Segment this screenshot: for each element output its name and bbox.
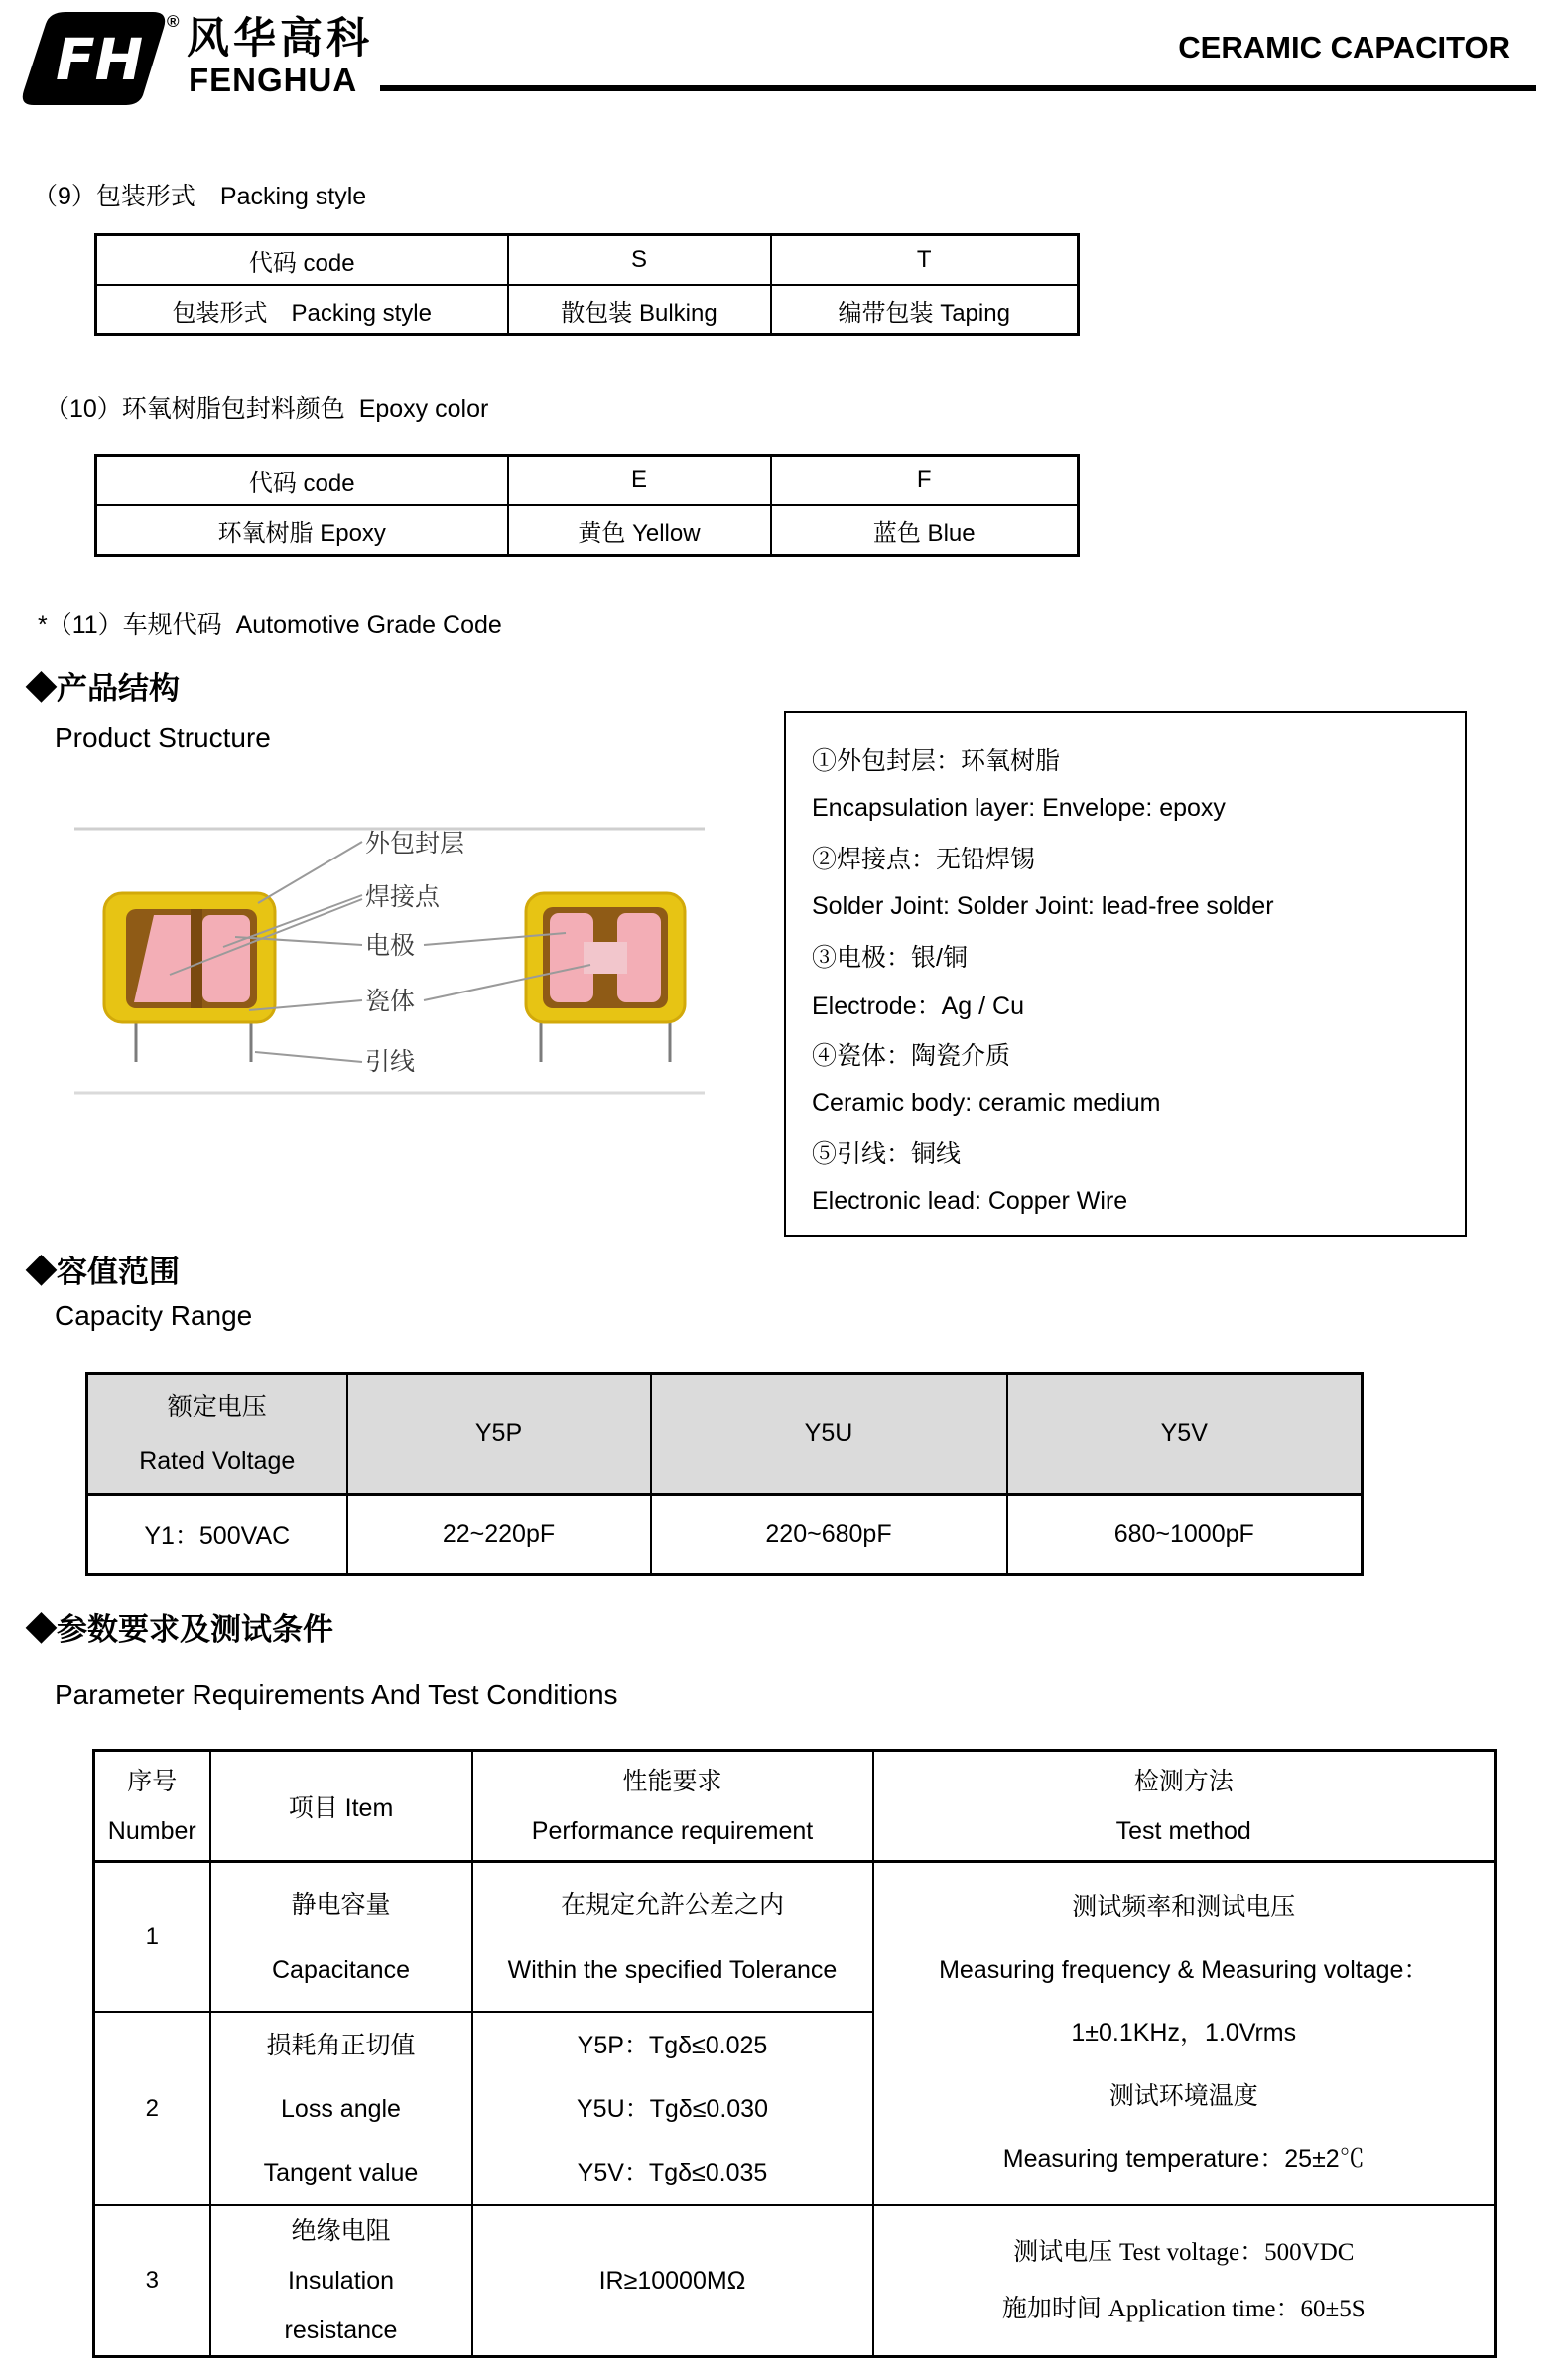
capacitance-requirement-cn: 在規定允許公差之内 [560, 1890, 784, 1918]
loss-angle-item-line: 损耗角正切值 [266, 2031, 416, 2059]
performance-header-cn: 性能要求 [622, 1767, 722, 1795]
test-voltage-line [874, 2224, 1495, 2281]
table-row-insulation-resistance [94, 2205, 1496, 2357]
method-line: Measuring frequency & Measuring voltage： [939, 1955, 1429, 1984]
svg-text:FH: FH [56, 26, 144, 93]
application-time-cn: 施加时间 [1001, 2295, 1108, 2322]
capacity-range-table [85, 1372, 1364, 1576]
epoxy-label-cell: 环氧树脂 Epoxy [96, 505, 508, 556]
method-line: 测试环境温度 [1108, 2081, 1258, 2110]
test-voltage-en: Test voltage：500VDC [1119, 2239, 1355, 2266]
row-number-cell: 2 [94, 2012, 210, 2205]
application-time-en: Application time：60±5S [1108, 2296, 1366, 2322]
capacitance-requirement-cell [472, 1862, 873, 2013]
table-row-capacitance [94, 1862, 1496, 2013]
epoxy-yellow-cell: 黄色 Yellow [508, 505, 771, 556]
capacitance-item-en: Capacitance [272, 1955, 410, 1984]
capacitance-item-cell [210, 1862, 472, 2013]
capacity-range-heading-cn: ◆容值范围 [26, 1255, 180, 1289]
info-line: ③电极：银/铜 [812, 943, 968, 972]
document-title: CERAMIC CAPACITOR [1178, 30, 1510, 65]
rated-voltage-en: Rated Voltage [139, 1446, 296, 1475]
y5v-range-cell: 680~1000pF [1007, 1495, 1363, 1575]
method-line: Measuring temperature：25±2℃ [1002, 2145, 1365, 2174]
table-row [96, 456, 1079, 506]
test-voltage-cn: 测试电压 [1013, 2238, 1120, 2266]
insulation-item-line: 绝缘电阻 [291, 2217, 391, 2245]
info-line: Encapsulation layer: Envelope: epoxy [812, 793, 1226, 822]
info-line: ①外包封层：环氧树脂 [812, 746, 1061, 775]
loss-angle-item-cell [210, 2012, 472, 2205]
row-number-cell: 3 [94, 2205, 210, 2357]
product-structure-heading-en: Product Structure [55, 723, 271, 753]
product-structure-diagram [74, 816, 705, 1106]
capacitance-item-cn: 静电容量 [291, 1890, 391, 1918]
section-11-heading: *（11）车规代码 Automotive Grade Code [38, 611, 502, 639]
performance-header-cell [472, 1751, 873, 1862]
table-row [96, 505, 1079, 556]
parameters-heading-cn: ◆参数要求及测试条件 [26, 1612, 333, 1647]
capacitance-requirement-en: Within the specified Tolerance [507, 1955, 838, 1984]
insulation-requirement-cell: IR≥10000MΩ [472, 2205, 873, 2357]
product-structure-heading-cn: ◆产品结构 [26, 671, 180, 706]
packing-bulking-cell: 散包装 Bulking [508, 285, 771, 335]
packing-style-label-cell: 包装形式 Packing style [96, 285, 508, 335]
insulation-item-cell [210, 2205, 472, 2357]
loss-angle-requirement-cell [472, 2012, 873, 2205]
y5u-range-cell: 220~680pF [651, 1495, 1007, 1575]
info-line: Electrode：Ag / Cu [812, 992, 1024, 1021]
y5p-range-cell: 22~220pF [347, 1495, 651, 1575]
insulation-method-cell [873, 2205, 1496, 2357]
epoxy-color-table [94, 454, 1080, 557]
row-number-cell: 1 [94, 1862, 210, 2013]
tgd-requirement-line: Y5U：Tgδ≤0.030 [576, 2094, 768, 2123]
insulation-item-line: Insulation [287, 2267, 395, 2295]
epoxy-code-f-cell: F [771, 456, 1079, 506]
table-row [87, 1495, 1363, 1575]
parameters-heading-en: Parameter Requirements And Test Conditions [55, 1679, 618, 1710]
y5v-header-cell: Y5V [1007, 1374, 1363, 1495]
table-row [96, 235, 1079, 286]
info-line: ④瓷体：陶瓷介质 [812, 1041, 1011, 1070]
packing-code-s-cell: S [508, 235, 771, 286]
fenghua-logo-mark [22, 8, 171, 107]
table-row [96, 285, 1079, 335]
section-10-heading: （10）环氧树脂包封料颜色 Epoxy color [45, 395, 489, 423]
method-line: 测试频率和测试电压 [1072, 1893, 1296, 1921]
header-rule [380, 85, 1536, 91]
brand-name-chinese: 风华高科 [187, 15, 373, 63]
insulation-item-line: resistance [284, 2316, 398, 2344]
measuring-method-cell [873, 1862, 1496, 2206]
product-structure-info-box [784, 711, 1467, 1237]
info-line: Ceramic body: ceramic medium [812, 1088, 1161, 1117]
application-time-line [874, 2281, 1495, 2337]
tgd-requirement-line: Y5V：Tgδ≤0.035 [577, 2158, 768, 2186]
diagram-label-ceramic-body: 瓷体 [365, 988, 416, 1015]
brand-name-english: FENGHUA [189, 62, 358, 98]
diagram-label-encapsulation: 外包封层 [365, 830, 465, 858]
loss-angle-item-line: Tangent value [263, 2158, 419, 2186]
info-line: ⑤引线：铜线 [812, 1139, 962, 1168]
rated-voltage-cn: 额定电压 [167, 1392, 267, 1421]
packing-taping-cell: 编带包装 Taping [771, 285, 1079, 335]
registered-trademark-icon: ® [167, 12, 180, 31]
voltage-value-cell: Y1：500VAC [87, 1495, 347, 1575]
section-9-heading: （9）包装形式 Packing style [33, 183, 367, 210]
packing-style-table [94, 233, 1080, 336]
parameter-requirements-table [92, 1749, 1497, 2358]
diagram-label-solder-joint: 焊接点 [365, 883, 441, 911]
loss-angle-item-line: Loss angle [281, 2094, 401, 2123]
tgd-requirement-line: Y5P：Tgδ≤0.025 [577, 2031, 768, 2059]
number-header-en: Number [107, 1816, 196, 1845]
y5p-header-cell: Y5P [347, 1374, 651, 1495]
diagram-label-lead-wire: 引线 [365, 1048, 416, 1076]
epoxy-blue-cell: 蓝色 Blue [771, 505, 1079, 556]
packing-code-t-cell: T [771, 235, 1079, 286]
fenghua-logo-icon [22, 8, 171, 107]
number-header-cell [94, 1751, 210, 1862]
table-header-row [94, 1751, 1496, 1862]
number-header-cn: 序号 [127, 1767, 178, 1795]
test-method-header-en: Test method [1115, 1816, 1251, 1845]
epoxy-code-e-cell: E [508, 456, 771, 506]
capacity-range-heading-en: Capacity Range [55, 1300, 253, 1331]
epoxy-code-label-cell: 代码 code [96, 456, 508, 506]
info-line: Solder Joint: Solder Joint: lead-free solder [812, 891, 1274, 920]
method-line: 1±0.1KHz，1.0Vrms [1071, 2019, 1297, 2048]
performance-header-en: Performance requirement [531, 1816, 814, 1845]
rated-voltage-header-cell [87, 1374, 347, 1495]
item-header-cell: 项目 Item [210, 1751, 472, 1862]
test-method-header-cell [873, 1751, 1496, 1862]
info-line: ②焊接点：无铅焊锡 [812, 845, 1036, 873]
y5u-header-cell: Y5U [651, 1374, 1007, 1495]
packing-code-label-cell: 代码 code [96, 235, 508, 286]
info-line: Electronic lead: Copper Wire [812, 1186, 1128, 1215]
test-method-header-cn: 检测方法 [1133, 1767, 1234, 1795]
diagram-label-electrode: 电极 [365, 932, 416, 960]
table-header-row [87, 1374, 1363, 1495]
